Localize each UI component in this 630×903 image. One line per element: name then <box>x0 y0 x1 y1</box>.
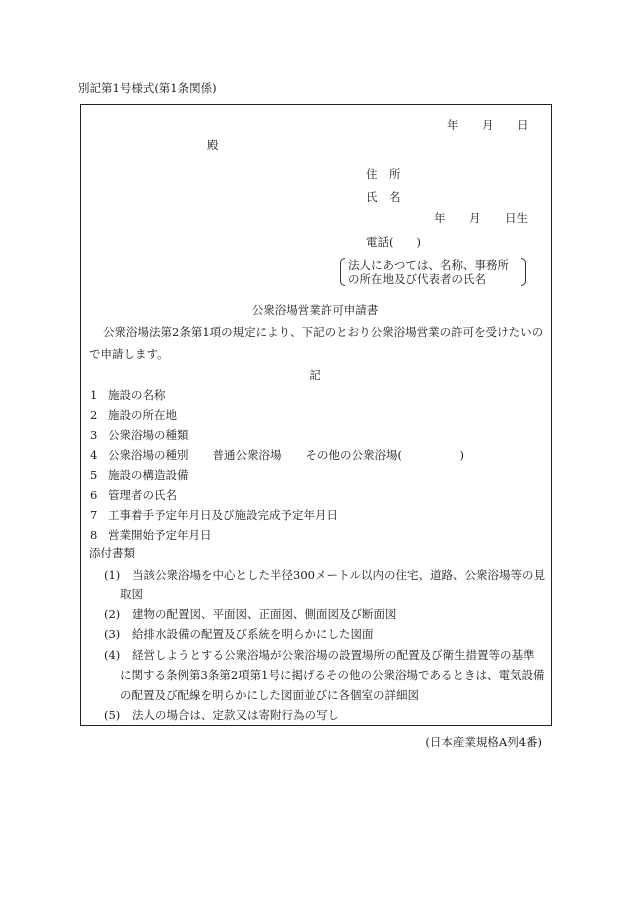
item-label: 公衆浴場の種類 <box>108 428 189 442</box>
item-label: 施設の所在地 <box>108 408 177 422</box>
item-label-kind <box>108 448 464 462</box>
corporation-note-line1: 法人にあつては、名称、事務所 <box>348 258 509 272</box>
attachment-number: (1) <box>104 568 121 582</box>
item-number: 5 <box>90 468 98 482</box>
item-label: 管理者の氏名 <box>108 488 177 502</box>
item-label: 公衆浴場の種別 <box>108 448 189 462</box>
kind-option-regular: 普通公衆浴場 <box>212 448 282 462</box>
paper-size-note: (日本産業規格A列4番) <box>425 735 542 749</box>
attachment-text: 建物の配置図、平面図、正面図、側面図及び断面図 <box>132 607 397 621</box>
birth-year-label: 年 <box>434 211 446 225</box>
addressee-suffix: 殿 <box>207 138 219 152</box>
attachment-text: 給排水設備の配置及び系統を明らかにした図面 <box>132 627 374 641</box>
birth-month-label: 月 <box>469 211 481 225</box>
item-number: 1 <box>90 388 98 402</box>
item-number: 6 <box>90 488 98 502</box>
ki-heading: 記 <box>309 368 321 382</box>
kind-option-other: その他の公衆浴場( ) <box>305 448 464 462</box>
item-number: 4 <box>90 448 98 462</box>
form-id: 別記第1号様式(第1条関係) <box>78 81 217 95</box>
name-label: 氏 名 <box>366 190 401 204</box>
right-brace <box>521 258 526 286</box>
corporation-note <box>340 258 526 286</box>
attachment-text-cont: に関する条例第3条第2項第1号に掲げるその他の公衆浴場であるときは、電気設備 <box>120 668 545 682</box>
item-number: 3 <box>90 428 98 442</box>
corporation-note-line2: の所在地及び代表者の氏名 <box>348 272 486 286</box>
left-brace <box>340 258 345 286</box>
item-label: 営業開始予定年月日 <box>108 528 212 542</box>
item-label: 施設の名称 <box>108 388 166 402</box>
item-number: 2 <box>90 408 98 422</box>
attachment-text-cont: 取図 <box>120 587 143 601</box>
date-month-label: 月 <box>482 118 494 132</box>
body-line1: 公衆浴場法第2条第1項の規定により、下記のとおり公衆浴場営業の許可を受けたいの <box>103 325 544 339</box>
address-label: 住 所 <box>366 167 401 181</box>
attachments-heading: 添付書類 <box>89 546 135 560</box>
item-label: 施設の構造設備 <box>108 468 189 482</box>
body-line2: で申請します。 <box>89 347 169 361</box>
tel-label: 電話( ) <box>366 235 421 249</box>
date-day-label: 日 <box>517 118 529 132</box>
attachment-number: (3) <box>104 627 121 641</box>
attachment-text: 経営しようとする公衆浴場が公衆浴場の設置場所の配置及び衛生措置等の基準 <box>132 648 535 662</box>
birth-day-label: 日生 <box>505 211 528 225</box>
item-number: 7 <box>90 508 98 522</box>
attachment-number: (4) <box>104 648 121 662</box>
attachment-text: 法人の場合は、定款又は寄附行為の写し <box>132 708 339 722</box>
item-label: 工事着手予定年月日及び施設完成予定年月日 <box>108 508 338 522</box>
item-number: 8 <box>90 528 98 542</box>
attachment-number: (5) <box>104 708 121 722</box>
attachment-text-cont: の配置及び配線を明らかにした図面並びに各個室の詳細図 <box>120 688 419 702</box>
document-title: 公衆浴場営業許可申請書 <box>251 303 379 317</box>
date-year-label: 年 <box>447 118 459 132</box>
attachment-number: (2) <box>104 607 121 621</box>
attachment-text: 当該公衆浴場を中心とした半径300メートル以内の住宅、道路、公衆浴場等の見 <box>132 568 545 582</box>
